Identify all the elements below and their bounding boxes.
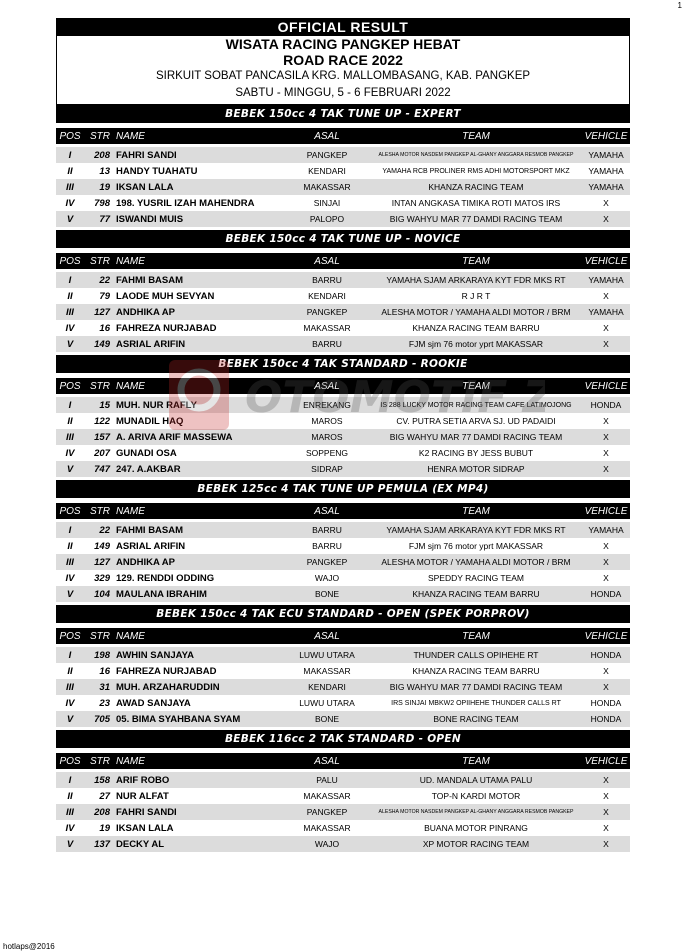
rider-team: FJM sjm 76 motor yprt MAKASSAR	[408, 541, 544, 551]
rider-name: FAHRI SANDI	[116, 806, 177, 818]
rider-start-number: 705	[94, 713, 110, 725]
result-row	[56, 413, 630, 429]
col-asal-header: ASAL	[314, 130, 340, 142]
rider-position: V	[66, 463, 74, 475]
column-header-row	[56, 378, 630, 394]
rider-position: V	[66, 338, 74, 350]
rider-name: GUNADI OSA	[116, 447, 177, 459]
rider-team: BUANA MOTOR PINRANG	[424, 823, 528, 833]
rider-vehicle: YAMAHA	[588, 166, 624, 176]
rider-start-number: 122	[94, 415, 110, 427]
rider-position: IV	[65, 697, 75, 709]
col-pos-header: POS	[59, 380, 81, 392]
result-row	[56, 804, 630, 820]
col-team-header: TEAM	[462, 505, 490, 517]
rider-vehicle: X	[603, 666, 609, 676]
result-row	[56, 772, 630, 788]
col-vehicle-header: VEHICLE	[584, 380, 628, 392]
rider-start-number: 747	[94, 463, 110, 475]
rider-start-number: 23	[99, 697, 110, 709]
rider-start-number: 207	[94, 447, 110, 459]
result-row	[56, 397, 630, 413]
category-title: BEBEK 150cc 4 TAK TUNE UP - EXPERT	[56, 105, 630, 123]
rider-name: DECKY AL	[116, 838, 165, 850]
rider-position: IV	[65, 572, 75, 584]
col-str-header: STR	[90, 255, 110, 267]
result-row	[56, 288, 630, 304]
rider-team: IRS SINJAI MBKW2 OPIIHEHE THUNDER CALLS RT	[391, 699, 561, 707]
rider-position: I	[68, 649, 72, 661]
result-sheet	[56, 18, 630, 855]
rider-origin: MAKASSAR	[303, 666, 351, 676]
rider-position: III	[66, 556, 74, 568]
col-vehicle-header: VEHICLE	[584, 630, 628, 642]
rider-origin: KENDARI	[308, 291, 346, 301]
rider-origin: PALU	[316, 775, 338, 785]
rider-name: 198. YUSRIL IZAH MAHENDRA	[116, 197, 255, 209]
rider-name: IKSAN LALA	[116, 822, 174, 834]
rider-position: II	[67, 665, 73, 677]
result-row	[56, 163, 630, 179]
result-row	[56, 538, 630, 554]
rider-team: KHANZA RACING TEAM	[428, 182, 524, 192]
rider-origin: WAJO	[314, 573, 340, 583]
rider-name: MUNADIL HAQ	[116, 415, 184, 427]
result-row	[56, 647, 630, 663]
column-header-row	[56, 128, 630, 144]
rider-position: III	[66, 681, 74, 693]
rider-name: 05. BIMA SYAHBANA SYAM	[116, 713, 241, 725]
rider-position: V	[66, 588, 74, 600]
category-title: BEBEK 150cc 4 TAK ECU STANDARD - OPEN (SPEK PORPROV)	[56, 605, 630, 623]
rider-name: AWAD SANJAYA	[116, 697, 191, 709]
rider-position: V	[66, 838, 74, 850]
col-str-header: STR	[90, 505, 110, 517]
rider-origin: BONE	[314, 714, 340, 724]
rider-vehicle: HONDA	[590, 589, 622, 599]
rider-name: 247. A.AKBAR	[116, 463, 181, 475]
rider-vehicle: HONDA	[590, 698, 622, 708]
result-row	[56, 663, 630, 679]
rider-position: I	[68, 774, 72, 786]
rider-team: R J R T	[461, 291, 491, 301]
rider-team: CV. PUTRA SETIA ARVA SJ. UD PADAIDI	[396, 416, 556, 426]
rider-team: ALESHA MOTOR / YAMAHA ALDI MOTOR / BRM	[381, 557, 571, 567]
category-title: BEBEK 125cc 4 TAK TUNE UP PEMULA (EX MP4)	[56, 480, 630, 498]
rider-team: YAMAHA RCB PROLINER RMS ADHI MOTORSPORT MKZ	[382, 167, 570, 175]
rider-name: FAHMI BASAM	[116, 274, 184, 286]
rider-start-number: 198	[94, 649, 110, 661]
col-team-header: TEAM	[462, 255, 490, 267]
result-row	[56, 522, 630, 538]
rider-vehicle: X	[603, 573, 609, 583]
rider-vehicle: YAMAHA	[588, 525, 624, 535]
rider-vehicle: HONDA	[590, 714, 622, 724]
rider-position: V	[66, 213, 74, 225]
rider-origin: LUWU UTARA	[299, 698, 355, 708]
rider-team: BIG WAHYU MAR 77 DAMDI RACING TEAM	[389, 432, 563, 442]
rider-team: FJM sjm 76 motor yprt MAKASSAR	[408, 339, 544, 349]
rider-vehicle: YAMAHA	[588, 275, 624, 285]
rider-vehicle: X	[603, 557, 609, 567]
result-row	[56, 836, 630, 852]
result-row	[56, 711, 630, 727]
rider-name: FAHREZA NURJABAD	[116, 665, 217, 677]
event-date: SABTU - MINGGU, 5 - 6 FEBRUARI 2022	[235, 87, 451, 99]
rider-team: TOP-N KARDI MOTOR	[431, 791, 521, 801]
rider-vehicle: X	[603, 541, 609, 551]
rider-start-number: 158	[94, 774, 110, 786]
rider-vehicle: X	[603, 323, 609, 333]
rider-team: KHANZA RACING TEAM BARRU	[412, 323, 540, 333]
rider-start-number: 137	[94, 838, 110, 850]
rider-vehicle: X	[603, 291, 609, 301]
col-name-header: NAME	[116, 130, 145, 142]
rider-team: BONE RACING TEAM	[433, 714, 519, 724]
rider-origin: BARRU	[312, 275, 342, 285]
rider-name: 129. RENDDI ODDING	[116, 572, 215, 584]
rider-start-number: 127	[94, 556, 110, 568]
rider-position: I	[68, 274, 72, 286]
rider-start-number: 27	[99, 790, 110, 802]
col-pos-header: POS	[59, 630, 81, 642]
category-title: BEBEK 150cc 4 TAK TUNE UP - NOVICE	[56, 230, 630, 248]
col-vehicle-header: VEHICLE	[584, 130, 628, 142]
rider-position: II	[67, 290, 73, 302]
rider-team: UD. MANDALA UTAMA PALU	[419, 775, 533, 785]
result-row	[56, 445, 630, 461]
category-gap	[56, 852, 630, 855]
rider-vehicle: X	[603, 339, 609, 349]
col-pos-header: POS	[59, 755, 81, 767]
rider-start-number: 149	[94, 540, 110, 552]
result-row	[56, 461, 630, 477]
result-row	[56, 272, 630, 288]
result-row	[56, 429, 630, 445]
result-row	[56, 320, 630, 336]
col-team-header: TEAM	[462, 130, 490, 142]
col-pos-header: POS	[59, 505, 81, 517]
rider-position: II	[67, 790, 73, 802]
rider-vehicle: X	[603, 775, 609, 785]
rider-team: YAMAHA SJAM ARKARAYA KYT FDR MKS RT	[386, 275, 566, 285]
footer-credit: hotlaps@2016	[3, 942, 55, 951]
column-header-row	[56, 628, 630, 644]
col-vehicle-header: VEHICLE	[584, 255, 628, 267]
rider-start-number: 13	[99, 165, 110, 177]
rider-start-number: 16	[99, 665, 110, 677]
rider-name: FAHREZA NURJABAD	[116, 322, 217, 334]
rider-vehicle: HONDA	[590, 400, 622, 410]
rider-origin: ENREKANG	[303, 400, 351, 410]
rider-name: ASRIAL ARIFIN	[116, 338, 186, 350]
rider-team: THUNDER CALLS OPIHEHE RT	[413, 650, 539, 660]
rider-position: III	[66, 431, 74, 443]
result-row	[56, 586, 630, 602]
col-name-header: NAME	[116, 255, 145, 267]
rider-position: II	[67, 540, 73, 552]
rider-origin: PANGKEP	[306, 150, 348, 160]
rider-position: V	[66, 713, 74, 725]
category-title: BEBEK 150cc 4 TAK STANDARD - ROOKIE	[56, 355, 630, 373]
result-row	[56, 554, 630, 570]
event-subtitle: ROAD RACE 2022	[283, 52, 403, 68]
rider-team: IS 288 LUCKY MOTOR RACING TEAM CAFE LATIMOJONG	[380, 401, 572, 409]
event-name: WISATA RACING PANGKEP HEBAT	[225, 36, 461, 52]
category-title: BEBEK 116cc 2 TAK STANDARD - OPEN	[56, 730, 630, 748]
rider-origin: BARRU	[312, 541, 342, 551]
rider-team: BIG WAHYU MAR 77 DAMDI RACING TEAM	[389, 682, 563, 692]
rider-team: BIG WAHYU MAR 77 DAMDI RACING TEAM	[389, 214, 563, 224]
col-asal-header: ASAL	[314, 505, 340, 517]
watermark-text: OTOMOTIF	[245, 372, 508, 423]
category-section	[56, 105, 630, 230]
rider-vehicle: X	[603, 791, 609, 801]
result-row	[56, 304, 630, 320]
rider-position: II	[67, 415, 73, 427]
rider-vehicle: X	[603, 214, 609, 224]
rider-name: AWHIN SANJAYA	[116, 649, 194, 661]
rider-origin: BARRU	[312, 525, 342, 535]
rider-origin: MAKASSAR	[303, 182, 351, 192]
rider-vehicle: X	[603, 416, 609, 426]
rider-start-number: 798	[94, 197, 110, 209]
rider-name: IKSAN LALA	[116, 181, 174, 193]
column-header-row	[56, 253, 630, 269]
category-section	[56, 730, 630, 855]
rider-origin: PANGKEP	[306, 557, 348, 567]
rider-position: IV	[65, 197, 75, 209]
rider-position: I	[68, 524, 72, 536]
col-vehicle-header: VEHICLE	[584, 755, 628, 767]
col-name-header: NAME	[116, 630, 145, 642]
col-name-header: NAME	[116, 505, 145, 517]
rider-start-number: 329	[94, 572, 110, 584]
category-section	[56, 355, 630, 480]
rider-start-number: 77	[99, 213, 110, 225]
result-row	[56, 695, 630, 711]
rider-position: IV	[65, 822, 75, 834]
col-str-header: STR	[90, 630, 110, 642]
rider-start-number: 22	[99, 524, 110, 536]
result-row	[56, 570, 630, 586]
rider-vehicle: YAMAHA	[588, 307, 624, 317]
rider-team: ALESHA MOTOR NASDEM PANGKEP AL-GHANY ANGGARA RESMOB PANGKEP	[378, 152, 574, 158]
rider-origin: PANGKEP	[306, 807, 348, 817]
col-str-header: STR	[90, 130, 110, 142]
rider-name: MUH. NUR RAFLY	[116, 399, 197, 411]
col-name-header: NAME	[116, 755, 145, 767]
result-row	[56, 195, 630, 211]
rider-vehicle: YAMAHA	[588, 150, 624, 160]
rider-team: SPEDDY RACING TEAM	[427, 573, 525, 583]
rider-origin: KENDARI	[308, 682, 346, 692]
result-row	[56, 179, 630, 195]
official-result-title: OFFICIAL RESULT	[57, 19, 629, 36]
rider-name: ANDHIKA AP	[116, 306, 175, 318]
col-team-header: TEAM	[462, 630, 490, 642]
rider-name: FAHMI BASAM	[116, 524, 184, 536]
rider-start-number: 31	[99, 681, 110, 693]
rider-name: MAULANA IBRAHIM	[116, 588, 207, 600]
result-row	[56, 147, 630, 163]
result-row	[56, 336, 630, 352]
result-row	[56, 788, 630, 804]
col-str-header: STR	[90, 380, 110, 392]
category-section	[56, 605, 630, 730]
rider-position: III	[66, 306, 74, 318]
rider-team: INTAN ANGKASA TIMIKA ROTI MATOS IRS	[391, 198, 561, 208]
rider-position: III	[66, 806, 74, 818]
category-section	[56, 230, 630, 355]
rider-position: II	[67, 165, 73, 177]
rider-vehicle: X	[603, 823, 609, 833]
rider-start-number: 79	[99, 290, 110, 302]
col-team-header: TEAM	[462, 380, 490, 392]
rider-team: XP MOTOR RACING TEAM	[422, 839, 530, 849]
rider-vehicle: X	[603, 448, 609, 458]
col-str-header: STR	[90, 755, 110, 767]
result-row	[56, 820, 630, 836]
rider-vehicle: X	[603, 432, 609, 442]
col-name-header: NAME	[116, 380, 145, 392]
rider-team: ALESHA MOTOR / YAMAHA ALDI MOTOR / BRM	[381, 307, 571, 317]
column-header-row	[56, 753, 630, 769]
rider-name: NUR ALFAT	[116, 790, 169, 802]
rider-position: I	[68, 399, 72, 411]
col-asal-header: ASAL	[314, 255, 340, 267]
rider-start-number: 19	[99, 822, 110, 834]
rider-name: ARIF ROBO	[116, 774, 170, 786]
result-row	[56, 679, 630, 695]
rider-name: ASRIAL ARIFIN	[116, 540, 186, 552]
rider-origin: BONE	[314, 589, 340, 599]
category-section	[56, 480, 630, 605]
rider-start-number: 127	[94, 306, 110, 318]
rider-start-number: 104	[94, 588, 110, 600]
rider-start-number: 22	[99, 274, 110, 286]
rider-name: HANDY TUAHATU	[116, 165, 198, 177]
rider-origin: MAROS	[311, 416, 343, 426]
page-number: 1	[677, 1, 682, 10]
col-asal-header: ASAL	[314, 380, 340, 392]
rider-name: LAODE MUH SEVYAN	[116, 290, 215, 302]
rider-origin: MAKASSAR	[303, 791, 351, 801]
rider-name: A. ARIVA ARIF MASSEWA	[116, 431, 233, 443]
result-row	[56, 211, 630, 227]
rider-start-number: 19	[99, 181, 110, 193]
rider-name: FAHRI SANDI	[116, 149, 177, 161]
rider-origin: MAKASSAR	[303, 323, 351, 333]
rider-origin: SOPPENG	[305, 448, 349, 458]
column-header-row	[56, 503, 630, 519]
rider-origin: PALOPO	[309, 214, 345, 224]
rider-vehicle: YAMAHA	[588, 182, 624, 192]
rider-name: ANDHIKA AP	[116, 556, 175, 568]
rider-origin: KENDARI	[308, 166, 346, 176]
circuit-name: SIRKUIT SOBAT PANCASILA KRG. MALLOMBASANG, KAB. PANGKEP	[155, 70, 531, 82]
col-vehicle-header: VEHICLE	[584, 505, 628, 517]
rider-start-number: 208	[94, 806, 110, 818]
rider-vehicle: X	[603, 807, 609, 817]
rider-start-number: 149	[94, 338, 110, 350]
rider-vehicle: X	[603, 198, 609, 208]
rider-start-number: 16	[99, 322, 110, 334]
rider-team: K2 RACING BY JESS BUBUT	[418, 448, 534, 458]
col-pos-header: POS	[59, 255, 81, 267]
rider-vehicle: X	[603, 464, 609, 474]
rider-origin: LUWU UTARA	[299, 650, 355, 660]
rider-origin: PANGKEP	[306, 307, 348, 317]
rider-vehicle: X	[603, 839, 609, 849]
rider-vehicle: HONDA	[590, 650, 622, 660]
rider-team: KHANZA RACING TEAM BARRU	[412, 666, 540, 676]
col-team-header: TEAM	[462, 755, 490, 767]
rider-name: ISWANDI MUIS	[116, 213, 184, 225]
rider-start-number: 15	[99, 399, 110, 411]
rider-origin: SIDRAP	[311, 464, 343, 474]
rider-team: YAMAHA SJAM ARKARAYA KYT FDR MKS RT	[386, 525, 566, 535]
col-pos-header: POS	[59, 130, 81, 142]
rider-name: MUH. ARZAHARUDDIN	[116, 681, 220, 693]
result-header	[56, 18, 630, 105]
rider-start-number: 208	[94, 149, 110, 161]
rider-origin: WAJO	[314, 839, 340, 849]
rider-origin: BARRU	[312, 339, 342, 349]
rider-start-number: 157	[94, 431, 110, 443]
rider-origin: MAROS	[311, 432, 343, 442]
rider-position: III	[66, 181, 74, 193]
rider-position: IV	[65, 447, 75, 459]
col-asal-header: ASAL	[314, 755, 340, 767]
rider-origin: MAKASSAR	[303, 823, 351, 833]
rider-position: I	[68, 149, 72, 161]
rider-origin: SINJAI	[313, 198, 341, 208]
rider-team: KHANZA RACING TEAM BARRU	[412, 589, 540, 599]
rider-vehicle: X	[603, 682, 609, 692]
rider-team: HENRA MOTOR SIDRAP	[427, 464, 525, 474]
rider-position: IV	[65, 322, 75, 334]
category-list	[56, 105, 630, 855]
col-asal-header: ASAL	[314, 630, 340, 642]
rider-team: ALESHA MOTOR NASDEM PANGKEP AL-GHANY ANGGARA RESMOB PANGKEP	[378, 809, 574, 815]
